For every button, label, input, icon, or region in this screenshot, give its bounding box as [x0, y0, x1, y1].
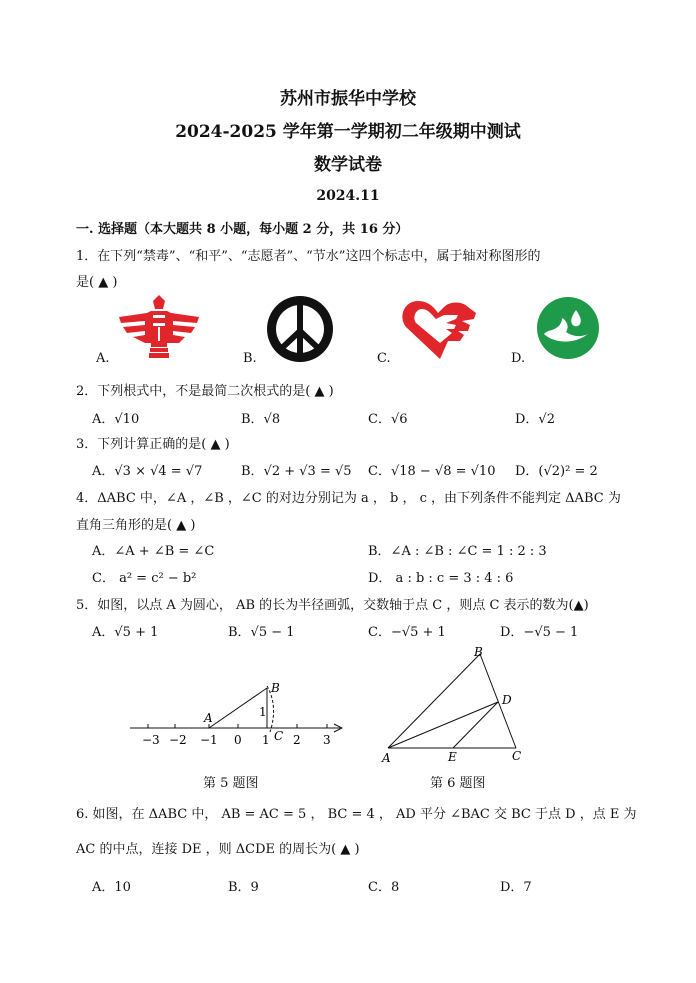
tick-label: 3: [323, 733, 331, 747]
q4-stem-line2: 直角三角形的是( ▲ ): [76, 518, 196, 533]
q3-option-d: D．(√2)² = 2: [515, 464, 598, 479]
q6-triangle-figure: [378, 644, 528, 764]
q3-option-c: C．√18 − √8 = √10: [368, 464, 496, 479]
tick-label: −1: [200, 733, 218, 747]
point-d-label: D: [502, 693, 512, 707]
q5-option-a: A．√5 + 1: [92, 625, 159, 640]
segment-length-label: 1: [259, 705, 267, 719]
q2-option-a: A．√10: [92, 412, 140, 427]
q2-option-c: C．√6: [368, 412, 408, 427]
school-title: 苏州市振华中学校: [280, 89, 416, 109]
q5-stem: 5．如图，以点 A 为圆心， AB 的长为半径画弧，交数轴于点 C ，则点 C 表示的数为(▲): [76, 598, 589, 613]
point-b-label: B: [271, 681, 280, 695]
point-c-label: C: [274, 729, 284, 743]
section-title: 一. 选择题（本大题共 8 小题，每小题 2 分，共 16 分）: [76, 222, 409, 237]
q3-stem: 3．下列计算正确的是( ▲ ): [76, 437, 230, 452]
vertex-c-label: C: [512, 749, 522, 763]
q6-figure-caption: 第 6 题图: [430, 776, 486, 791]
q4-option-c: C． a² = c² − b²: [92, 571, 197, 586]
q4-option-d: D． a : b : c = 3 : 4 : 6: [368, 571, 514, 586]
q4-option-a: A．∠A + ∠B = ∠C: [92, 544, 215, 559]
q6-stem-line2: AC 的中点，连接 DE ，则 ΔCDE 的周长为( ▲ ): [76, 842, 360, 857]
exam-date: 2024.11: [316, 188, 380, 204]
exam-title: 2024-2025 学年第一学期初二年级期中测试: [175, 122, 521, 142]
q3-option-b: B．√2 + √3 = √5: [241, 464, 352, 479]
water-drop-logo-icon: [536, 296, 600, 360]
peace-symbol-icon: [266, 295, 334, 363]
subject-title: 数学试卷: [314, 155, 382, 175]
q5-option-d: D．−√5 − 1: [500, 625, 579, 640]
q4-option-b: B．∠A : ∠B : ∠C = 1 : 2 : 3: [368, 544, 547, 559]
q1-option-b: B.: [243, 351, 257, 366]
q3-option-a: A．√3 × √4 = √7: [92, 464, 203, 479]
q1-stem-line2: 是( ▲ ): [76, 275, 118, 290]
point-e-label: E: [448, 750, 457, 764]
tick-label: 2: [293, 733, 301, 747]
tick-label: −2: [169, 733, 187, 747]
vertex-b-label: B: [474, 645, 483, 659]
q5-option-b: B．√5 − 1: [228, 625, 295, 640]
q5-figure-caption: 第 5 题图: [203, 776, 259, 791]
q2-stem: 2．下列根式中，不是最简二次根式的是( ▲ ): [76, 384, 334, 399]
q1-option-d: D.: [511, 351, 526, 366]
vertex-a-label: A: [382, 751, 391, 764]
q1-option-c: C.: [377, 351, 391, 366]
heart-hand-logo-icon: [400, 297, 480, 361]
q6-option-b: B．9: [228, 880, 259, 895]
q1-option-a: A.: [96, 351, 110, 366]
tick-label: −3: [142, 733, 160, 747]
tick-label: 1: [262, 733, 270, 747]
q5-number-line-figure: [120, 672, 352, 752]
q2-option-b: B．√8: [241, 412, 281, 427]
eagle-logo-icon: [117, 295, 201, 363]
q6-option-a: A．10: [92, 880, 131, 895]
q6-option-d: D．7: [500, 880, 532, 895]
point-a-label: A: [204, 711, 213, 725]
tick-label: 0: [234, 733, 242, 747]
q5-option-c: C．−√5 + 1: [368, 625, 446, 640]
q4-stem-line1: 4．ΔABC 中，∠A ，∠B ，∠C 的对边分别记为 a ， b ， c ，由下列条件不能判定 ΔABC 为: [76, 491, 621, 506]
q1-stem-line1: 1．在下列“禁毒”、“和平”、“志愿者”、“节水”这四个标志中，属于轴对称图形的: [76, 249, 541, 264]
q2-option-d: D．√2: [515, 412, 555, 427]
q6-option-c: C．8: [368, 880, 400, 895]
q6-stem-line1: 6. 如图，在 ΔABC 中， AB = AC = 5 ， BC = 4 ， AD 平分 ∠BAC 交 BC 于点 D ，点 E 为: [76, 807, 637, 822]
